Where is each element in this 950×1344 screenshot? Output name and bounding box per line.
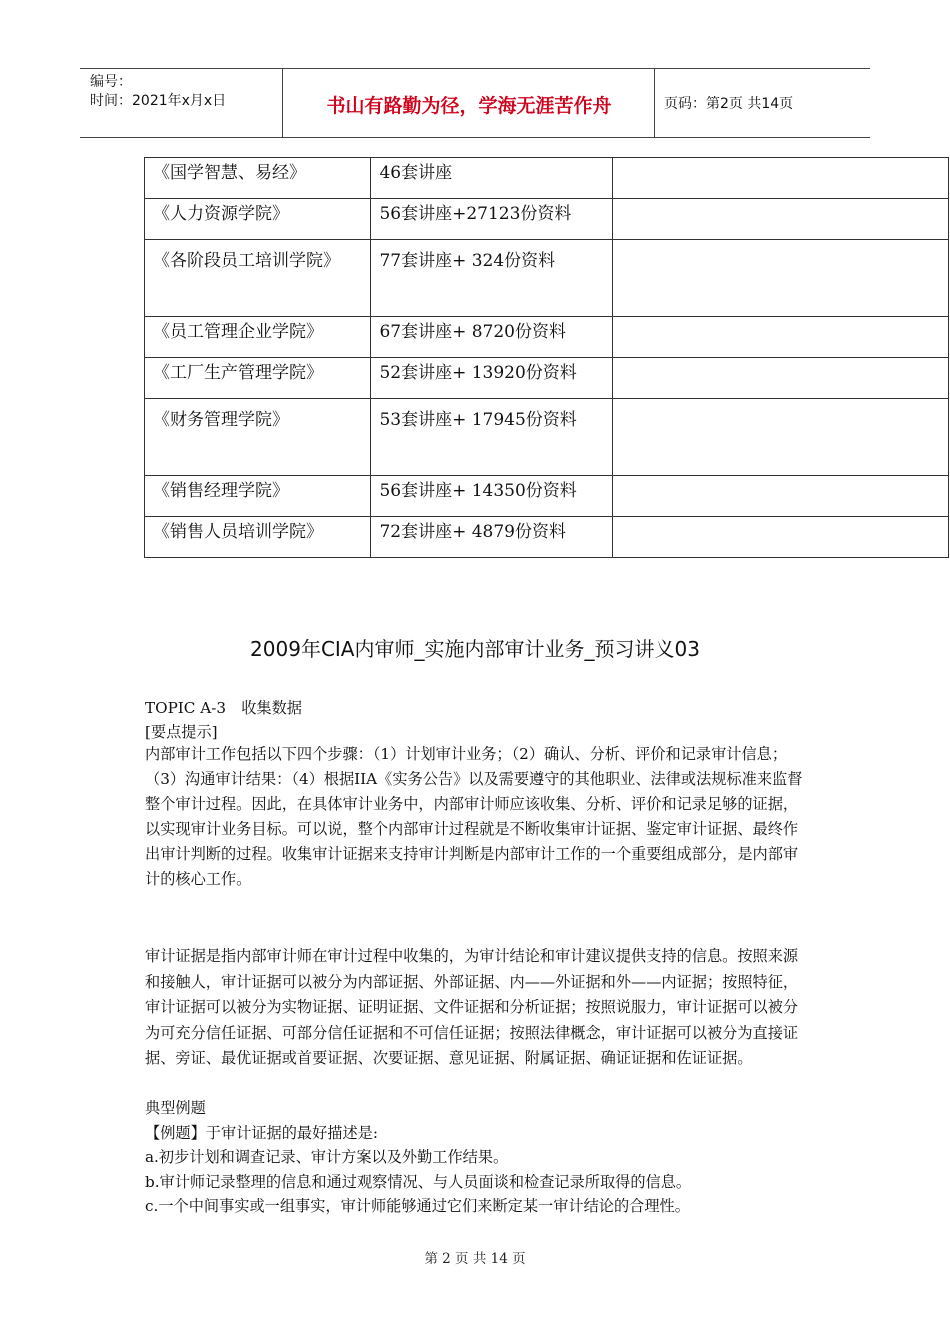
- course-extra: [612, 199, 948, 240]
- header-meta: [90, 73, 226, 111]
- option-c: c.一个中间事实或一组事实，审计师能够通过它们来断定某一审计结论的合理性。: [145, 1197, 690, 1215]
- example-block: [145, 1096, 805, 1219]
- serial-label: 编号：: [90, 74, 132, 90]
- course-name: 《国学智慧、易经》: [145, 158, 371, 199]
- course-name: 《员工管理企业学院》: [145, 317, 371, 358]
- course-name: 《销售经理学院》: [145, 476, 371, 517]
- tips-label: [要点提示]: [145, 723, 218, 741]
- header-motto: 书山有路勤为径，学海无涯苦作舟: [326, 95, 612, 117]
- document-title: 2009年CIA内审师_实施内部审计业务_预习讲义03: [250, 637, 700, 661]
- table-row: [145, 199, 949, 240]
- table-row: [145, 517, 949, 558]
- topic-heading: TOPIC A-3 收集数据: [145, 699, 302, 717]
- table-row: [145, 317, 949, 358]
- page-header: [80, 68, 870, 138]
- course-content: 77套讲座+ 324份资料: [371, 240, 613, 317]
- paragraph-audit-steps: [145, 742, 805, 892]
- course-extra: [612, 358, 948, 399]
- table-row: [145, 158, 949, 199]
- course-content: 52套讲座+ 13920份资料: [371, 358, 613, 399]
- table-row: [145, 240, 949, 317]
- course-name: 《各阶段员工培训学院》: [145, 240, 371, 317]
- paragraph-text: 审计证据是指内部审计师在审计过程中收集的，为审计结论和审计建议提供支持的信息。按照来源和接触人，审计证据可以被分为内部证据、外部证据、内——外证据和外——内证据；按照特征，审计证据可以被分为实物证据、证明证据、文件证据和分析证据；按照说服力，审计证据可以被分为可充分信任证据、可部分信任证据和不可信任证据；按照法律概念，审计证据可以被分为直接证据、旁证、最优证据或首要证据、次要证据、意见证据、附属证据、确证证据和佐证证据。: [145, 947, 799, 1067]
- example-question: 【例题】于审计证据的最好描述是:: [145, 1123, 378, 1142]
- example-heading: 典型例题: [145, 1099, 206, 1117]
- time-label: 时间：2021年x月x日: [90, 93, 227, 109]
- course-name: 《财务管理学院》: [145, 399, 371, 476]
- course-content: 46套讲座: [371, 158, 613, 199]
- course-name: 《人力资源学院》: [145, 199, 371, 240]
- header-page-number: 页码：第2页 共14页: [664, 96, 794, 112]
- course-content: 56套讲座+27123份资料: [371, 199, 613, 240]
- page-footer: 第 2 页 共 14 页: [424, 1251, 526, 1267]
- course-extra: [612, 399, 948, 476]
- course-name: 《销售人员培训学院》: [145, 517, 371, 558]
- course-extra: [612, 240, 948, 317]
- course-content: 56套讲座+ 14350份资料: [371, 476, 613, 517]
- topic-block: [145, 696, 805, 744]
- table-row: [145, 399, 949, 476]
- course-extra: [612, 158, 948, 199]
- option-a: a.初步计划和调查记录、审计方案以及外勤工作结果。: [145, 1148, 509, 1166]
- course-content: 72套讲座+ 4879份资料: [371, 517, 613, 558]
- course-table: [144, 157, 949, 558]
- table-row: [145, 476, 949, 517]
- option-b: b.审计师记录整理的信息和通过观察情况、与人员面谈和检查记录所取得的信息。: [145, 1172, 692, 1191]
- paragraph-audit-evidence: [145, 944, 805, 1072]
- course-name: 《工厂生产管理学院》: [145, 358, 371, 399]
- table-row: [145, 358, 949, 399]
- course-extra: [612, 517, 948, 558]
- paragraph-text: 内部审计工作包括以下四个步骤：（1）计划审计业务；（2）确认、分析、评价和记录审计信息；（3）沟通审计结果：（4）根据IIA《实务公告》以及需要遵守的其他职业、法律或法规标准来监督整个审计过程。因此，在具体审计业务中，内部审计师应该收集、分析、评价和记录足够的证据，以实现审计业务目标。可以说，整个内部审计过程就是不断收集审计证据、鉴定审计证据、最终作出审计判断的过程。收集审计证据来支持审计判断是内部审计工作的一个重要组成部分，是内部审计的核心工作。: [145, 745, 803, 888]
- course-content: 53套讲座+ 17945份资料: [371, 399, 613, 476]
- course-extra: [612, 476, 948, 517]
- course-content: 67套讲座+ 8720份资料: [371, 317, 613, 358]
- course-extra: [612, 317, 948, 358]
